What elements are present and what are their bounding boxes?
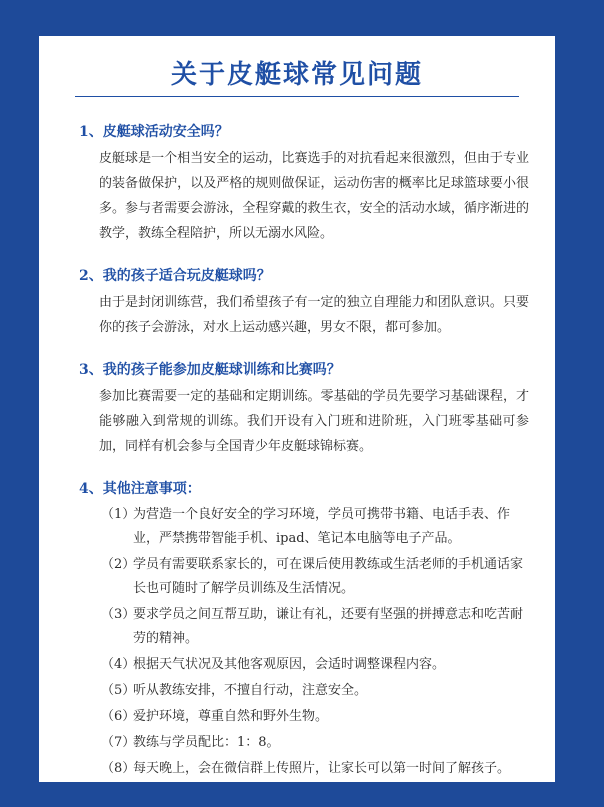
notes-heading: 4、其他注意事项： — [79, 481, 201, 497]
faq-answer: 参加比赛需要一定的基础和定期训练。零基础的学员先要学习基础课程，才能够融入到常规的训练。我们开设有入门班和进阶班，入门班零基础可参加，同样有机会参与全国青少年皮艇球锦标赛。 — [99, 389, 529, 454]
note-text: 为营造一个良好安全的学习环境，学员可携带书籍、电话手表、作业，严禁携带智能手机、ipad、笔记本电脑等电子产品。 — [133, 507, 511, 546]
note-text: 每天晚上，会在微信群上传照片，让家长可以第一时间了解孩子。 — [133, 761, 511, 776]
faq-section-suitability — [79, 266, 529, 340]
note-number: （4） — [101, 657, 136, 672]
note-item — [101, 553, 529, 601]
note-text: 要求学员之间互帮互助，谦让有礼，还要有坚强的拼搏意志和吃苦耐劳的精神。 — [133, 607, 524, 646]
note-item — [101, 757, 529, 781]
note-number: （1） — [101, 507, 136, 522]
note-item — [101, 603, 529, 651]
title-divider — [75, 96, 519, 97]
note-number: （2） — [101, 557, 136, 572]
note-number: （3） — [101, 607, 136, 622]
faq-question: 3、我的孩子能参加皮艇球训练和比赛吗？ — [79, 362, 341, 378]
note-item — [101, 503, 529, 551]
note-number: （6） — [101, 709, 136, 724]
note-number: （7） — [101, 735, 136, 750]
note-text: 爱护环境，尊重自然和野外生物。 — [133, 709, 329, 724]
faq-content — [79, 122, 529, 801]
note-number: （8） — [101, 761, 136, 776]
note-text: 根据天气状况及其他客观原因，会适时调整课程内容。 — [133, 657, 446, 672]
note-item — [101, 653, 529, 677]
note-text: 教练与学员配比：1：8。 — [133, 735, 280, 750]
notes-list — [79, 503, 529, 781]
note-number: （5） — [101, 683, 136, 698]
note-text: 听从教练安排，不擅自行动，注意安全。 — [133, 683, 368, 698]
note-text: 学员有需要联系家长的，可在课后使用教练或生活老师的手机通话家长也可随时了解学员训练及生活情况。 — [133, 557, 524, 596]
faq-section-safety — [79, 122, 529, 246]
note-item — [101, 705, 529, 729]
page-title: 关于皮艇球常见问题 — [170, 60, 423, 90]
faq-section-competition — [79, 360, 529, 459]
faq-card — [39, 36, 555, 782]
faq-section-notes — [79, 479, 529, 781]
note-item — [101, 679, 529, 703]
faq-question: 1、皮艇球活动安全吗？ — [79, 124, 229, 140]
note-item — [101, 731, 529, 755]
faq-answer: 皮艇球是一个相当安全的运动，比赛选手的对抗看起来很激烈，但由于专业的装备做保护，以及严格的规则做保证，运动伤害的概率比足球篮球要小很多。参与者需要会游泳，全程穿戴的救生衣，安全的活动水域，循序渐进的教学，教练全程陪护，所以无溺水风险。 — [99, 151, 529, 241]
faq-question: 2、我的孩子适合玩皮艇球吗？ — [79, 268, 271, 284]
faq-answer: 由于是封闭训练营，我们希望孩子有一定的独立自理能力和团队意识。只要你的孩子会游泳，对水上运动感兴趣，男女不限，都可参加。 — [99, 295, 529, 335]
